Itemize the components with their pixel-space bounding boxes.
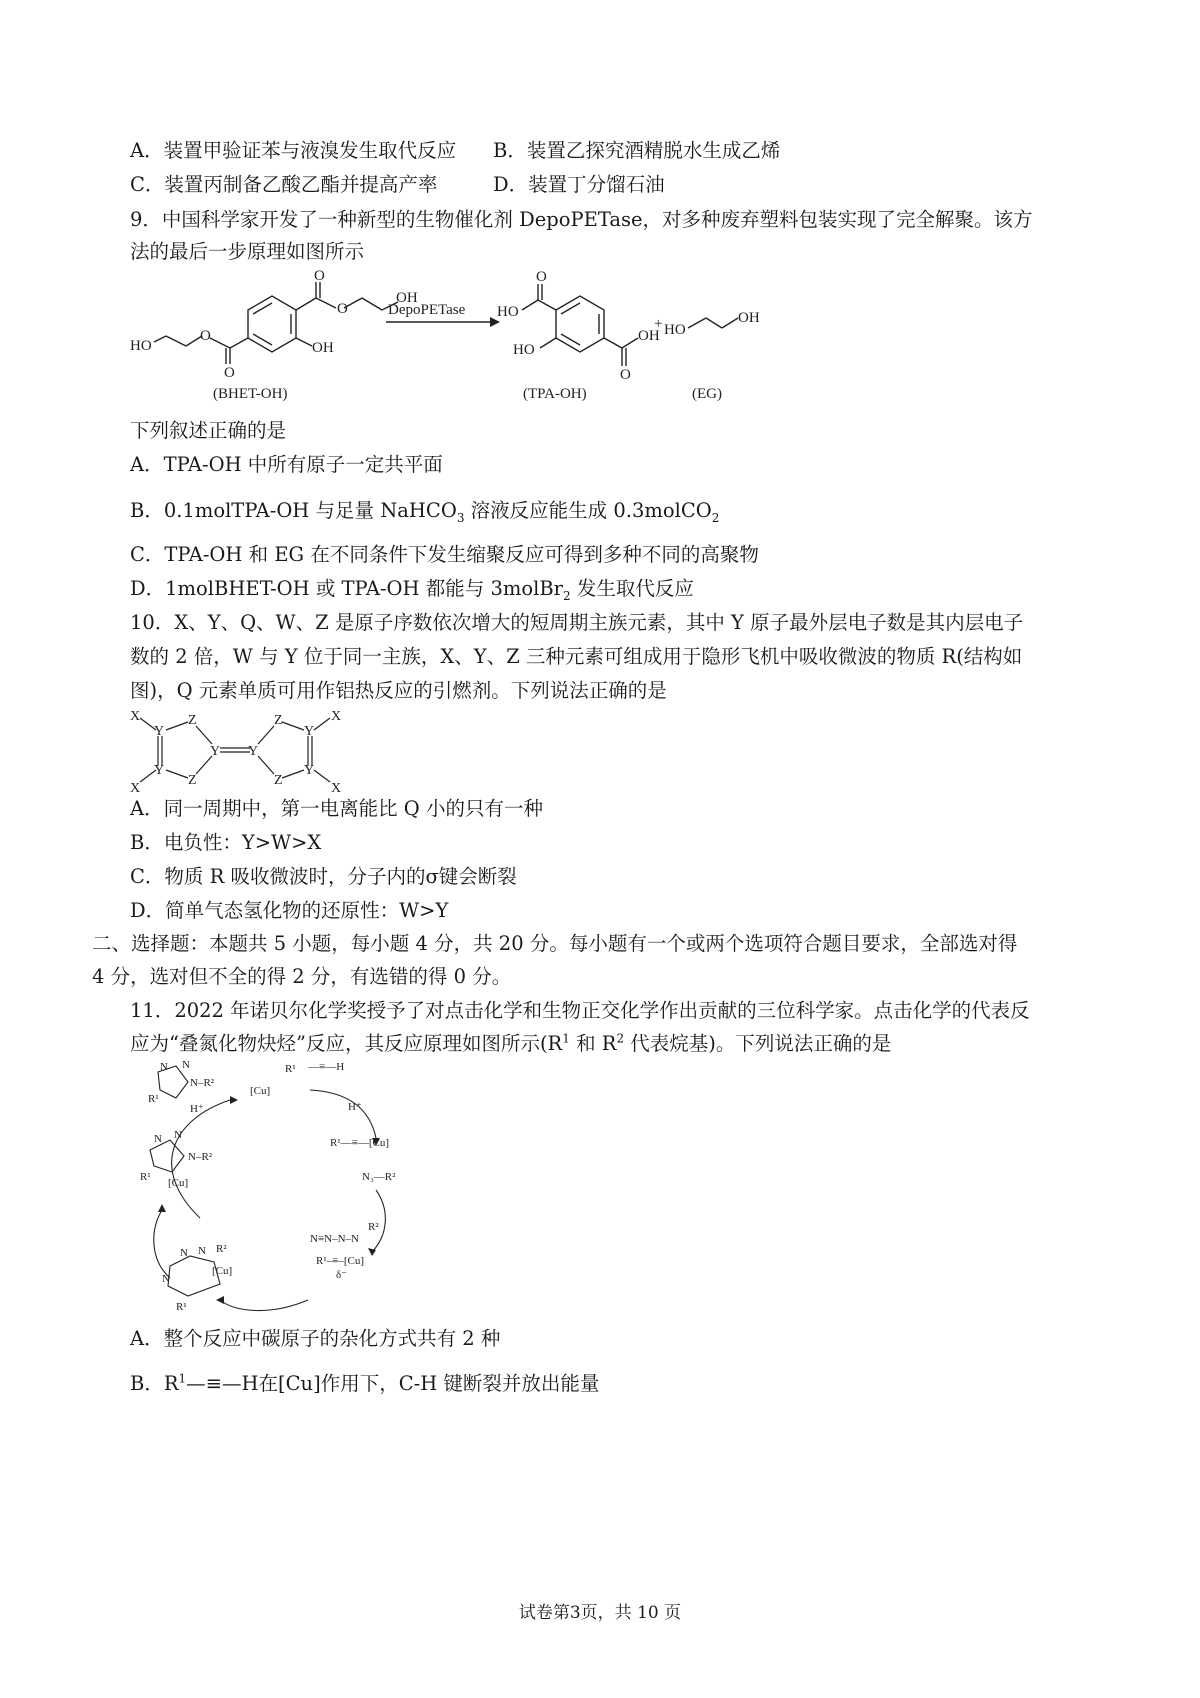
svg-text:HO: HO xyxy=(513,342,535,358)
svg-text:N₃—R²: N₃—R² xyxy=(362,1171,396,1183)
section2-line2: 4 分，选对但不全的得 2 分，有选错的得 0 分。 xyxy=(92,965,512,988)
svg-text:O: O xyxy=(620,367,631,383)
svg-text:Y: Y xyxy=(304,724,315,739)
svg-text:N: N xyxy=(180,1247,188,1259)
arrow-label: DepoPETase xyxy=(388,302,466,318)
svg-text:N: N xyxy=(162,1273,170,1285)
svg-text:N: N xyxy=(174,1129,182,1141)
q10-option-d: D．简单气态氢化物的还原性：W>Y xyxy=(130,899,449,922)
svg-text:R¹: R¹ xyxy=(176,1301,187,1313)
q9-prompt: 下列叙述正确的是 xyxy=(130,419,287,442)
svg-text:Y: Y xyxy=(154,724,165,739)
svg-text:R²: R² xyxy=(216,1243,227,1255)
q10-stem-line3: 图)，Q 元素单质可用作铝热反应的引燃剂。下列说法正确的是 xyxy=(130,679,667,702)
svg-text:N–R²: N–R² xyxy=(190,1077,215,1089)
page-footer: 试卷第3页，共 10 页 xyxy=(518,1603,682,1623)
q9-option-c: C．TPA-OH 和 EG 在不同条件下发生缩聚反应可得到多种不同的高聚物 xyxy=(130,543,759,566)
svg-text:Y: Y xyxy=(210,744,221,759)
svg-text:R¹–≡–[Cu]: R¹–≡–[Cu] xyxy=(316,1255,365,1267)
svg-text:N: N xyxy=(182,1059,190,1071)
svg-text:OH: OH xyxy=(396,290,418,306)
svg-text:[Cu]: [Cu] xyxy=(212,1265,233,1277)
svg-text:N: N xyxy=(160,1061,168,1073)
svg-text:O: O xyxy=(200,328,211,344)
svg-text:O: O xyxy=(536,269,547,285)
svg-text:O: O xyxy=(224,365,235,381)
svg-text:Y: Y xyxy=(248,744,259,759)
section2-line1: 二、选择题：本题共 5 小题，每小题 4 分，共 20 分。每小题有一个或两个选项符合题目要求，全部选对得 xyxy=(92,932,1018,955)
svg-text:[Cu]: [Cu] xyxy=(168,1177,189,1189)
q9-stem-line1: 9．中国科学家开发了一种新型的生物催化剂 DepoPETase，对多种废弃塑料包装实现了完全解聚。该方 xyxy=(130,208,1033,231)
q8-option-a: A．装置甲验证苯与液溴发生取代反应 xyxy=(130,139,457,162)
q9-stem-line2: 法的最后一步原理如图所示 xyxy=(130,240,365,263)
q11-option-b: B．$R^1—\equiv—H$在[Cu]作用下，C-H 键断裂并放出能量 xyxy=(130,1371,600,1395)
svg-text:X: X xyxy=(331,709,342,724)
svg-text:OH: OH xyxy=(738,310,760,326)
q10-option-c: C．物质 R 吸收微波时，分子内的σ键会断裂 xyxy=(130,865,517,888)
svg-text:Z: Z xyxy=(188,773,197,788)
svg-text:Z: Z xyxy=(274,713,283,728)
q10-structure-r xyxy=(128,708,368,798)
q9-option-a: A．TPA-OH 中所有原子一定共平面 xyxy=(130,453,443,476)
bhet-name: (BHET-OH) xyxy=(213,386,288,402)
q10-stem-line2: 数的 2 倍，W 与 Y 位于同一主族，X、Y、Z 三种元素可组成用于隐形飞机中吸收微波的物质 R(结构如 xyxy=(130,645,1023,668)
q11-stem-line1: 11．2022 年诺贝尔化学奖授予了对点击化学和生物正交化学作出贡献的三位科学家。点击化学的代表反 xyxy=(130,999,1030,1022)
svg-text:R²: R² xyxy=(368,1221,379,1233)
q11-catalytic-cycle xyxy=(140,1060,460,1330)
svg-text:H⁺: H⁺ xyxy=(190,1103,204,1115)
svg-text:H⁺: H⁺ xyxy=(348,1101,362,1113)
svg-text:R¹—≡—[Cu]: R¹—≡—[Cu] xyxy=(330,1137,390,1149)
q10-option-a: A．同一周期中，第一电离能比 Q 小的只有一种 xyxy=(130,797,543,820)
q11-stem-line2: 应为“叠氮化物炔烃”反应，其反应原理如图所示($R^1$ 和 $R^2$ 代表烷基)。下列说法正确的是 xyxy=(130,1031,892,1055)
svg-text:HO: HO xyxy=(497,304,519,320)
svg-text:N–R²: N–R² xyxy=(188,1151,213,1163)
svg-text:N≡N–N–N: N≡N–N–N xyxy=(310,1233,359,1245)
svg-text:δ⁻: δ⁻ xyxy=(336,1269,347,1281)
svg-text:R¹: R¹ xyxy=(140,1171,151,1183)
svg-text:HO: HO xyxy=(130,338,152,354)
q8-option-b: B．装置乙探究酒精脱水生成乙烯 xyxy=(493,139,781,162)
svg-text:X: X xyxy=(130,709,141,724)
q11-option-a: A．整个反应中碳原子的杂化方式共有 2 种 xyxy=(130,1327,501,1350)
q9-option-d: D．1molBHET-OH 或 TPA-OH 都能与 3molBr$_2$ 发生取代反应 xyxy=(130,577,694,603)
svg-text:Y: Y xyxy=(154,763,165,778)
svg-text:N: N xyxy=(154,1133,162,1145)
svg-text:X: X xyxy=(130,781,141,796)
q9-reaction-scheme xyxy=(0,270,1200,420)
svg-text:OH: OH xyxy=(638,328,660,344)
eg-name: (EG) xyxy=(692,386,722,402)
q9-option-b: B．0.1molTPA-OH 与足量 NaHCO$_3$ 溶液反应能生成 0.3molCO$_2$ xyxy=(130,499,720,525)
svg-text:Z: Z xyxy=(274,773,283,788)
svg-text:N: N xyxy=(198,1245,206,1257)
q10-stem-line1: 10．X、Y、Q、W、Z 是原子序数依次增大的短周期主族元素，其中 Y 原子最外层电子数是其内层电子 xyxy=(130,611,1024,634)
svg-text:[Cu]: [Cu] xyxy=(250,1085,271,1097)
svg-text:—≡—H: —≡—H xyxy=(308,1061,345,1073)
svg-text:O: O xyxy=(314,268,325,284)
svg-text:X: X xyxy=(331,781,342,796)
svg-text:HO: HO xyxy=(664,322,686,338)
svg-text:OH: OH xyxy=(312,340,334,356)
svg-text:Z: Z xyxy=(188,713,197,728)
svg-text:O: O xyxy=(337,301,348,317)
q10-option-b: B．电负性：Y>W>X xyxy=(130,831,322,854)
svg-text:+: + xyxy=(654,316,663,332)
svg-text:Y: Y xyxy=(304,763,315,778)
q8-option-c: C．装置丙制备乙酸乙酯并提高产率 xyxy=(130,173,438,196)
svg-text:R¹: R¹ xyxy=(285,1063,296,1075)
tpa-name: (TPA-OH) xyxy=(523,386,587,402)
q8-option-d: D．装置丁分馏石油 xyxy=(493,173,665,196)
svg-text:R¹: R¹ xyxy=(148,1093,159,1105)
